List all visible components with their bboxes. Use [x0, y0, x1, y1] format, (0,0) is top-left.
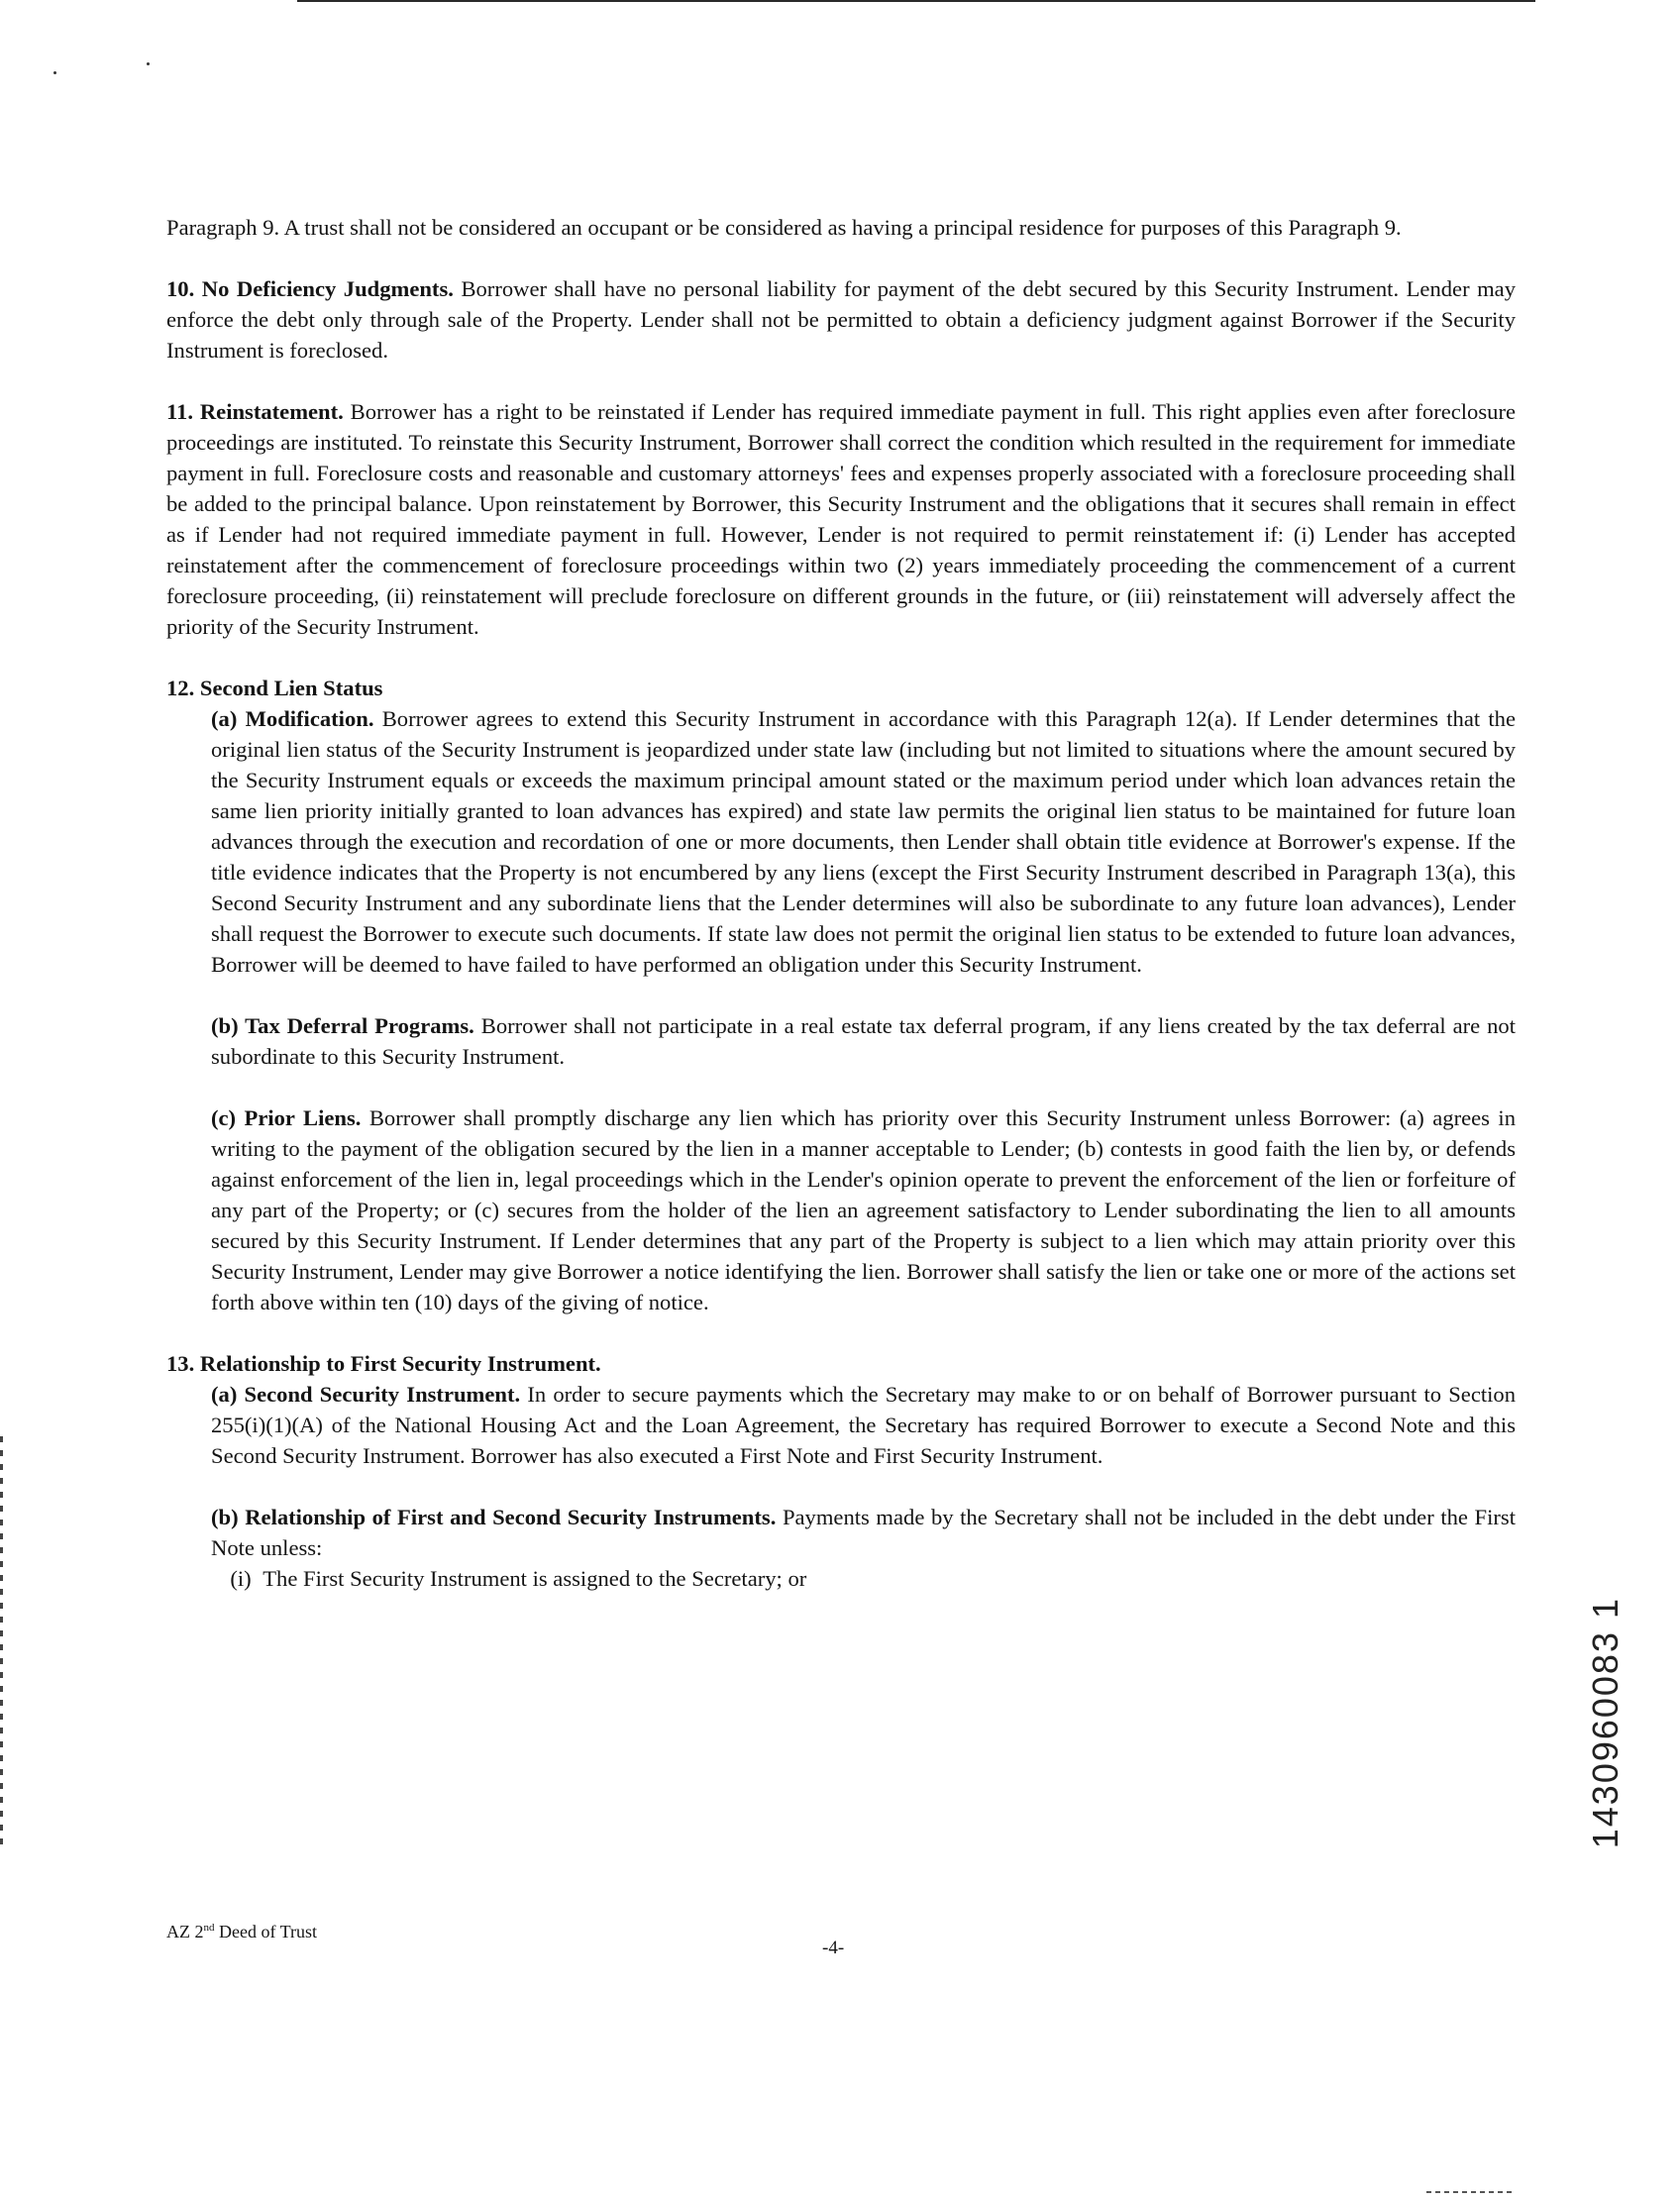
scan-left-edge-marks [0, 1436, 3, 1852]
paragraph-12b-heading: (b) Tax Deferral Programs. [211, 1013, 474, 1038]
paragraph-12a-heading: (a) Modification. [211, 706, 374, 731]
paragraph-12a [166, 703, 1516, 980]
paragraph-9-tail: Paragraph 9. A trust shall not be considered an occupant or be considered as having a principal residence for purposes of this Paragraph 9. [166, 215, 1402, 240]
paragraph-12b [166, 1010, 1516, 1072]
paragraph-12b-text: Borrower shall not participate in a real estate tax deferral program, if any liens created by the tax deferral are not subordinate to this Security Instrument. [211, 1013, 1517, 1069]
paragraph-13a-heading: (a) Second Security Instrument. [211, 1382, 521, 1407]
paragraph-13-heading [166, 1348, 1516, 1379]
paragraph-12c-heading: (c) Prior Liens. [211, 1105, 362, 1130]
document-body [166, 212, 1516, 1594]
section-heading: 12. Second Lien Status [166, 676, 383, 700]
paragraph-13a [166, 1379, 1516, 1471]
scan-speck [147, 62, 150, 65]
paragraph-11 [166, 396, 1516, 642]
section-heading: 13. Relationship to First Security Instrument. [166, 1351, 601, 1376]
paragraph-10-heading: 10. No Deficiency Judgments. [166, 276, 454, 301]
scan-top-border [297, 0, 1535, 2]
list-item-text: The First Security Instrument is assigned to the Secretary; or [262, 1566, 807, 1591]
scan-speck [53, 71, 56, 74]
list-numeral: (i) [230, 1566, 252, 1591]
paragraph-13b-text: Payments made by the Secretary shall not be included in the debt under the First Note unless: [211, 1505, 1516, 1560]
paragraph-11-heading: 11. Reinstatement. [166, 399, 344, 424]
paragraph-10 [166, 273, 1516, 366]
paragraph-13b [166, 1502, 1516, 1563]
paragraph-12-heading [166, 673, 1516, 703]
paragraph-13a-text: In order to secure payments which the Secretary may make to or on behalf of Borrower pursuant to Section 255(i)(1)(A) of the National Housing Act and the Loan Agreement, the Secretary has required Borrower to execute a Second Note and this Second Security Instrument. Borrower has also executed a First Note and First Security Instrument. [211, 1382, 1516, 1468]
paragraph-10-text: Borrower shall have no personal liability for payment of the debt secured by this Security Instrument. Lender may enforce the debt only through sale of the Property. Lender shall not be permitted to obtain a deficiency judgment against Borrower if the Security Instrument is foreclosed. [166, 276, 1517, 363]
recording-stamp-number: 1430960083 1 [1585, 1597, 1626, 1849]
paragraph-13b-item-i [166, 1563, 1516, 1594]
paragraph-12c-text: Borrower shall promptly discharge any lien which has priority over this Security Instrument unless Borrower: (a) agrees in writing to the payment of the obligation secured by the lien in a manner acceptable to Lender; (b) contests in good faith the lien by, or defends against enforcement of the lien in, legal proceedings which in the Lender's opinion operate to prevent the enforcement of the lien or forfeiture of any part of the Property; or (c) secures from the holder of the lien an agreement satisfactory to Lender subordinating the lien to all amounts secured by this Security Instrument. If Lender determines that any part of the Property is subject to a lien which may attain priority over this Security Instrument, Lender may give Borrower a notice identifying the lien. Borrower shall satisfy the lien or take one or more of the actions set forth above within ten (10) days of the giving of notice. [211, 1105, 1516, 1314]
page-number: -4- [822, 1938, 845, 1958]
footer-title-suffix: Deed of Trust [214, 1922, 318, 1941]
scan-bottom-mark [1426, 2191, 1516, 2193]
footer-title-superscript: nd [203, 1922, 215, 1934]
footer-title-prefix: AZ 2 [166, 1922, 204, 1941]
footer-document-title [166, 1922, 317, 1942]
paragraph-13b-heading: (b) Relationship of First and Second Security Instruments. [211, 1505, 777, 1529]
paragraph-11-text: Borrower has a right to be reinstated if Lender has required immediate payment in full. This right applies even after foreclosure proceedings are instituted. To reinstate this Security Instrument, Borrower shall correct the condition which resulted in the requirement for immediate payment in full. Foreclosure costs and reasonable and customary attorneys' fees and expenses properly associated with a foreclosure proceeding shall be added to the principal balance. Upon reinstatement by Borrower, this Security Instrument and the obligations that it secures shall remain in effect as if Lender had not required immediate payment in full. However, Lender is not required to permit reinstatement if: (i) Lender has accepted reinstatement after the commencement of foreclosure proceedings within two (2) years immediately proceeding the commencement of a current foreclosure proceeding, (ii) reinstatement will preclude foreclosure on different grounds in the future, or (iii) reinstatement will adversely affect the priority of the Security Instrument. [166, 399, 1516, 639]
paragraph-12c [166, 1102, 1516, 1317]
paragraph-12a-text: Borrower agrees to extend this Security Instrument in accordance with this Paragraph 12(a). If Lender determines that the original lien status of the Security Instrument is jeopardized under state law (including but not limited to situations where the amount secured by the Security Instrument equals or exceeds the maximum principal amount stated or the maximum period under which loan advances retain the same lien priority initially granted to loan advances has expired) and state law permits the original lien status to be maintained for future loan advances through the execution and recordation of one or more documents, then Lender shall obtain title evidence at Borrower's expense. If the title evidence indicates that the Property is not encumbered by any liens (except the First Security Instrument described in Paragraph 13(a), this Second Security Instrument and any subordinate liens that the Lender determines will also be subordinate to any future loan advances), Lender shall request the Borrower to execute such documents. If state law does not permit the original lien status to be extended to future loan advances, Borrower will be deemed to have failed to have performed an obligation under this Security Instrument. [211, 706, 1516, 977]
